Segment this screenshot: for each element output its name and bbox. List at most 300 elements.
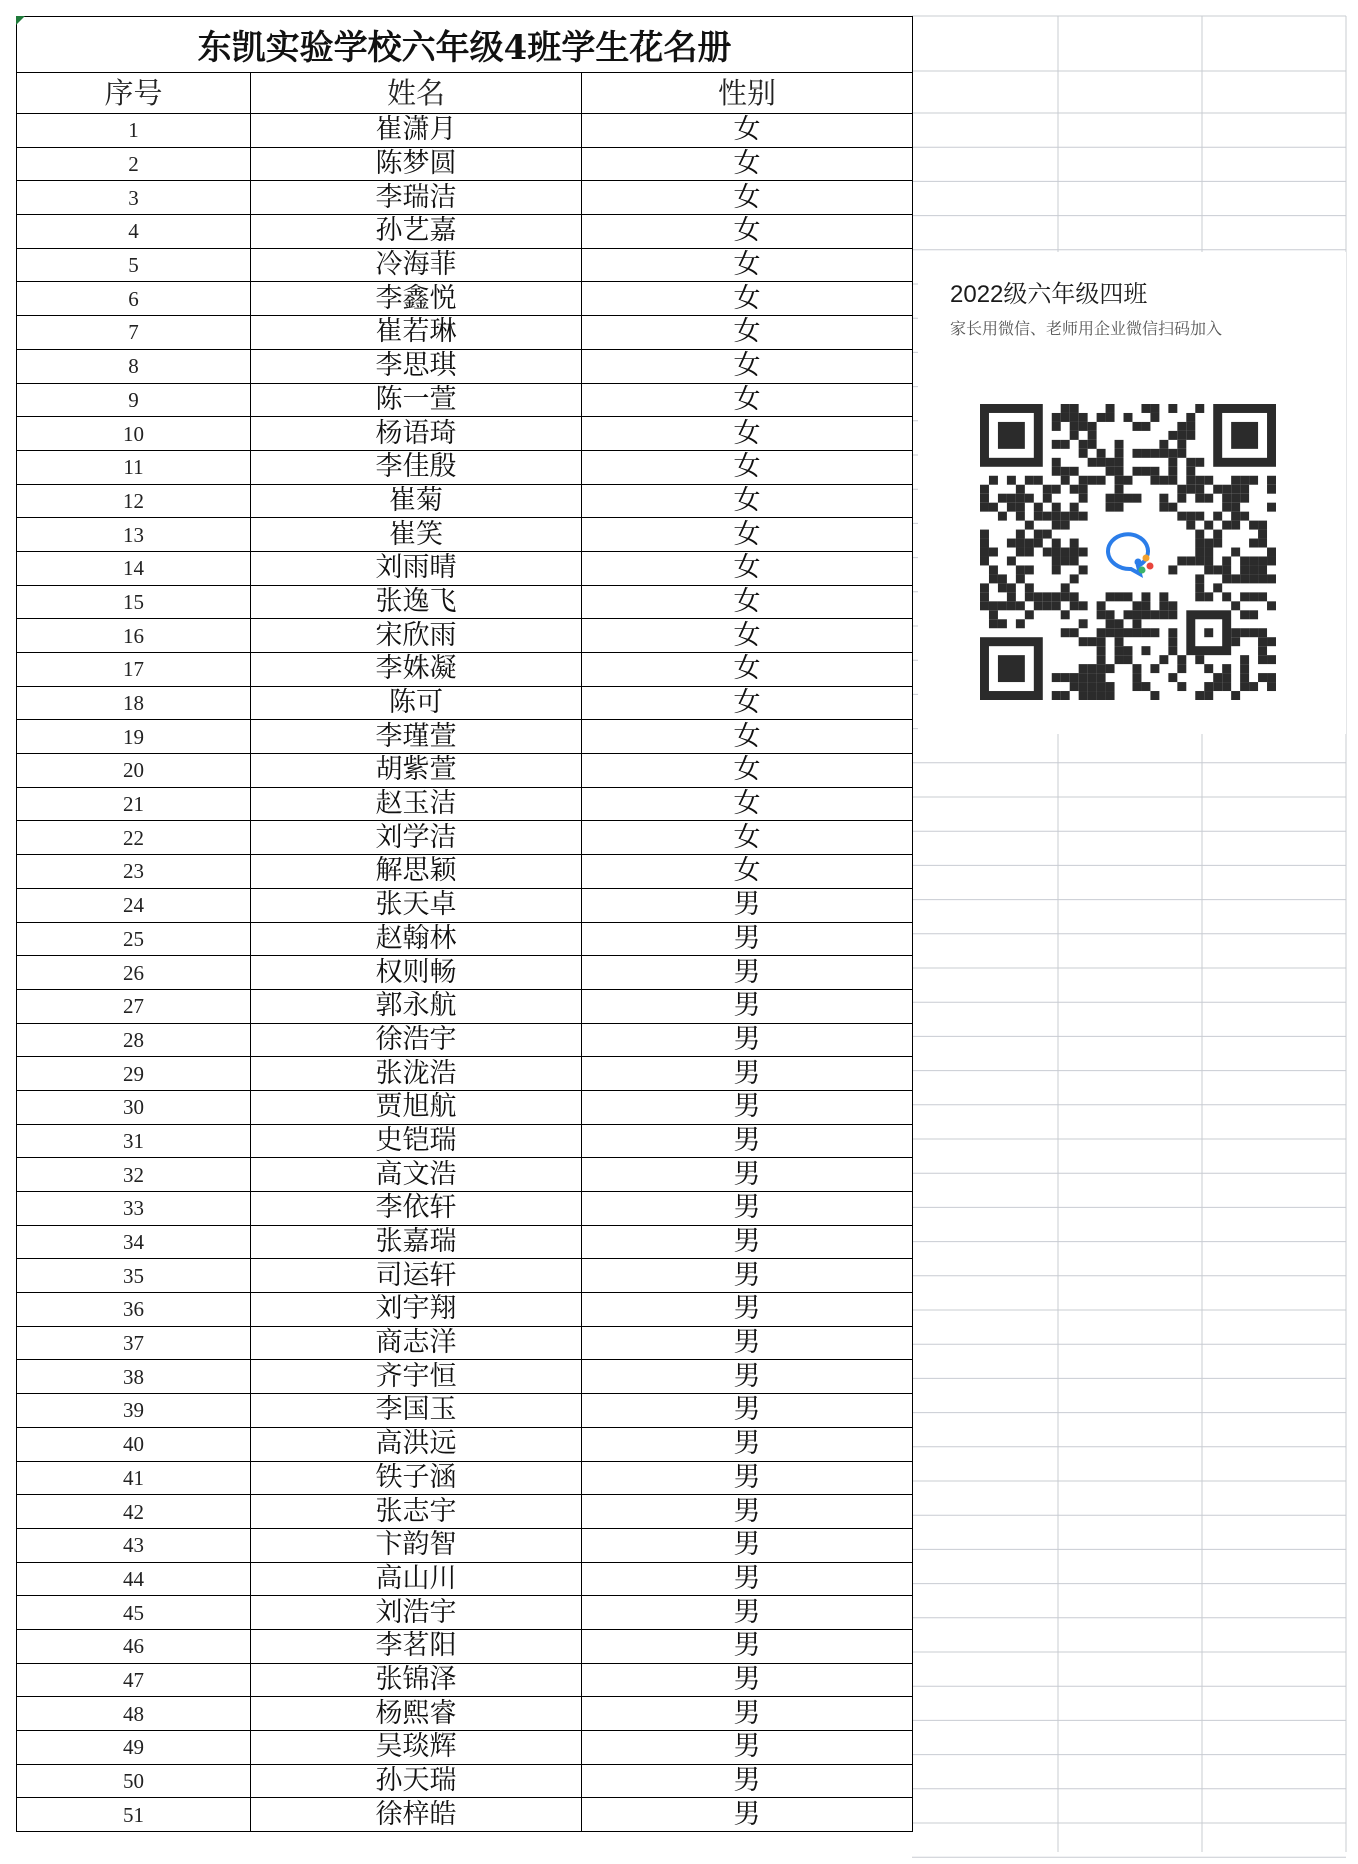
qr-module <box>1240 556 1249 565</box>
student-name[interactable]: 刘雨晴 <box>251 551 582 585</box>
qr-module <box>1204 548 1213 557</box>
table-row <box>17 1562 913 1596</box>
qr-module <box>1124 628 1133 637</box>
qr-module <box>1195 548 1204 557</box>
student-gender[interactable]: 女 <box>582 349 913 383</box>
qr-module <box>1195 655 1204 664</box>
student-name[interactable]: 李依轩 <box>251 1192 582 1226</box>
qr-module <box>1150 664 1159 673</box>
student-name[interactable]: 铁子涵 <box>251 1461 582 1495</box>
student-gender[interactable]: 男 <box>582 1562 913 1596</box>
student-number[interactable]: 10 <box>17 417 251 451</box>
student-number[interactable]: 18 <box>17 686 251 720</box>
table-row <box>17 989 913 1023</box>
qr-module <box>1168 628 1177 637</box>
student-gender[interactable]: 男 <box>582 1293 913 1327</box>
table-row <box>17 1697 913 1731</box>
qr-module <box>1052 592 1061 601</box>
student-name[interactable]: 宋欣雨 <box>251 619 582 653</box>
student-name[interactable]: 高文浩 <box>251 1158 582 1192</box>
header-gender[interactable]: 性别 <box>582 73 913 114</box>
qr-module <box>1016 503 1025 512</box>
qr-module <box>980 485 989 494</box>
qr-module <box>1016 494 1025 503</box>
student-number[interactable]: 48 <box>17 1697 251 1731</box>
student-gender[interactable]: 男 <box>582 956 913 990</box>
table-row <box>17 1629 913 1663</box>
sheet-title[interactable]: 东凯实验学校六年级4班学生花名册 <box>17 17 913 73</box>
qr-module <box>1079 619 1088 628</box>
qr-module <box>1115 485 1124 494</box>
qr-module <box>1222 592 1231 601</box>
student-gender[interactable]: 女 <box>582 147 913 181</box>
qr-module <box>1267 503 1276 512</box>
student-number[interactable]: 33 <box>17 1192 251 1226</box>
student-gender[interactable]: 男 <box>582 1124 913 1158</box>
student-gender[interactable]: 女 <box>582 653 913 687</box>
student-gender[interactable]: 女 <box>582 114 913 148</box>
student-number[interactable]: 25 <box>17 922 251 956</box>
student-gender[interactable]: 男 <box>582 1394 913 1428</box>
student-number[interactable]: 34 <box>17 1225 251 1259</box>
qr-module <box>1088 440 1097 449</box>
student-name[interactable]: 李佳殷 <box>251 450 582 484</box>
qr-module <box>1168 449 1177 458</box>
qr-module <box>1240 512 1249 521</box>
student-name[interactable]: 张志宇 <box>251 1495 582 1529</box>
student-gender[interactable]: 男 <box>582 1259 913 1293</box>
qr-module <box>1195 404 1204 413</box>
table-row <box>17 922 913 956</box>
qr-module <box>1267 601 1276 610</box>
student-number[interactable]: 5 <box>17 248 251 282</box>
student-number[interactable]: 12 <box>17 484 251 518</box>
qr-module <box>1240 485 1249 494</box>
table-row <box>17 1764 913 1798</box>
table-row <box>17 147 913 181</box>
student-name[interactable]: 商志洋 <box>251 1326 582 1360</box>
student-gender[interactable]: 女 <box>582 585 913 619</box>
qr-module <box>1249 539 1258 548</box>
qr-module <box>1097 449 1106 458</box>
qr-module <box>1249 628 1258 637</box>
student-name[interactable]: 张天卓 <box>251 888 582 922</box>
student-gender[interactable]: 男 <box>582 1461 913 1495</box>
qr-module <box>1016 548 1025 557</box>
qr-module <box>1061 467 1070 476</box>
student-name[interactable]: 吴琰辉 <box>251 1731 582 1765</box>
student-number[interactable]: 4 <box>17 215 251 249</box>
qr-module <box>1186 431 1195 440</box>
student-gender[interactable]: 女 <box>582 720 913 754</box>
qr-module <box>1088 458 1097 467</box>
qr-module <box>1258 521 1267 530</box>
student-gender[interactable]: 男 <box>582 1596 913 1630</box>
qr-module <box>1213 583 1222 592</box>
student-gender[interactable]: 女 <box>582 821 913 855</box>
student-number[interactable]: 15 <box>17 585 251 619</box>
student-name[interactable]: 权则畅 <box>251 956 582 990</box>
header-number[interactable]: 序号 <box>17 73 251 114</box>
student-gender[interactable]: 女 <box>582 787 913 821</box>
qr-module <box>1079 691 1088 700</box>
qr-module <box>1132 422 1141 431</box>
student-name[interactable]: 李茗阳 <box>251 1629 582 1663</box>
student-gender[interactable]: 男 <box>582 1090 913 1124</box>
student-gender[interactable]: 男 <box>582 1798 913 1832</box>
student-gender[interactable]: 男 <box>582 1629 913 1663</box>
student-number[interactable]: 17 <box>17 653 251 687</box>
qr-module <box>1115 449 1124 458</box>
qr-module <box>1115 637 1124 646</box>
student-name[interactable]: 崔菊 <box>251 484 582 518</box>
qr-module <box>1097 646 1106 655</box>
student-number[interactable]: 46 <box>17 1629 251 1663</box>
qr-module <box>1231 503 1240 512</box>
student-gender[interactable]: 女 <box>582 686 913 720</box>
student-name[interactable]: 齐宇恒 <box>251 1360 582 1394</box>
qr-module <box>1150 610 1159 619</box>
qr-module <box>1052 691 1061 700</box>
student-gender[interactable]: 女 <box>582 754 913 788</box>
student-name[interactable]: 郭永航 <box>251 989 582 1023</box>
qr-module <box>1070 503 1079 512</box>
student-number[interactable]: 11 <box>17 450 251 484</box>
qr-module <box>1240 574 1249 583</box>
student-number[interactable]: 50 <box>17 1764 251 1798</box>
qr-module <box>1249 610 1258 619</box>
student-name[interactable]: 张锦泽 <box>251 1663 582 1697</box>
student-gender[interactable]: 男 <box>582 1057 913 1091</box>
student-gender[interactable]: 男 <box>582 922 913 956</box>
student-number[interactable]: 7 <box>17 316 251 350</box>
table-row <box>17 1124 913 1158</box>
student-gender[interactable]: 女 <box>582 215 913 249</box>
student-gender[interactable]: 男 <box>582 1528 913 1562</box>
qr-module <box>1249 682 1258 691</box>
student-name[interactable]: 刘浩宇 <box>251 1596 582 1630</box>
student-number[interactable]: 37 <box>17 1326 251 1360</box>
student-name[interactable]: 李瑞洁 <box>251 181 582 215</box>
qr-module <box>1204 556 1213 565</box>
student-number[interactable]: 43 <box>17 1528 251 1562</box>
qr-module <box>1186 476 1195 485</box>
student-number[interactable]: 8 <box>17 349 251 383</box>
qr-module <box>1052 422 1061 431</box>
qr-module <box>1141 682 1150 691</box>
qr-module <box>1106 494 1115 503</box>
student-name[interactable]: 杨语琦 <box>251 417 582 451</box>
qr-module <box>1079 548 1088 557</box>
student-name[interactable]: 孙艺嘉 <box>251 215 582 249</box>
qr-module <box>1267 485 1276 494</box>
student-gender[interactable]: 男 <box>582 1697 913 1731</box>
qr-module <box>1061 628 1070 637</box>
student-name[interactable]: 高洪远 <box>251 1427 582 1461</box>
student-number[interactable]: 20 <box>17 754 251 788</box>
qr-module <box>1079 601 1088 610</box>
qr-module <box>1043 494 1052 503</box>
student-gender[interactable]: 男 <box>582 1360 913 1394</box>
student-name[interactable]: 贾旭航 <box>251 1090 582 1124</box>
qr-module <box>1061 610 1070 619</box>
table-row <box>17 754 913 788</box>
student-number[interactable]: 32 <box>17 1158 251 1192</box>
student-gender[interactable]: 男 <box>582 888 913 922</box>
student-name[interactable]: 张泷浩 <box>251 1057 582 1091</box>
student-gender[interactable]: 女 <box>582 619 913 653</box>
qr-module <box>1124 610 1133 619</box>
student-number[interactable]: 3 <box>17 181 251 215</box>
qr-module <box>1061 440 1070 449</box>
student-name[interactable]: 李鑫悦 <box>251 282 582 316</box>
qr-module <box>1222 682 1231 691</box>
qr-module <box>1115 458 1124 467</box>
student-gender[interactable]: 男 <box>582 1663 913 1697</box>
qr-module <box>1213 682 1222 691</box>
qr-module <box>980 592 989 601</box>
student-number[interactable]: 35 <box>17 1259 251 1293</box>
student-gender[interactable]: 男 <box>582 989 913 1023</box>
qr-module <box>1034 592 1043 601</box>
student-name[interactable]: 解思颖 <box>251 855 582 889</box>
student-number[interactable]: 26 <box>17 956 251 990</box>
qr-module <box>980 556 989 565</box>
qr-module <box>1222 494 1231 503</box>
qr-module <box>1258 628 1267 637</box>
student-name[interactable]: 徐浩宇 <box>251 1023 582 1057</box>
student-number[interactable]: 47 <box>17 1663 251 1697</box>
qr-module <box>1141 601 1150 610</box>
student-gender[interactable]: 女 <box>582 417 913 451</box>
qr-module <box>1231 691 1240 700</box>
qr-module <box>1231 637 1240 646</box>
qr-module <box>1070 485 1079 494</box>
student-name[interactable]: 陈一萱 <box>251 383 582 417</box>
qr-module <box>1106 619 1115 628</box>
student-number[interactable]: 40 <box>17 1427 251 1461</box>
qr-module <box>1141 592 1150 601</box>
qr-module <box>1052 556 1061 565</box>
student-gender[interactable]: 男 <box>582 1225 913 1259</box>
qr-module <box>1222 503 1231 512</box>
qr-module <box>1213 539 1222 548</box>
table-row <box>17 1596 913 1630</box>
student-name[interactable]: 杨熙睿 <box>251 1697 582 1731</box>
student-name[interactable]: 李思琪 <box>251 349 582 383</box>
student-number[interactable]: 9 <box>17 383 251 417</box>
student-name[interactable]: 史铠瑞 <box>251 1124 582 1158</box>
student-gender[interactable]: 男 <box>582 1192 913 1226</box>
student-name[interactable]: 孙天瑞 <box>251 1764 582 1798</box>
student-number[interactable]: 42 <box>17 1495 251 1529</box>
qr-module <box>1222 521 1231 530</box>
qr-module <box>1088 682 1097 691</box>
student-number[interactable]: 51 <box>17 1798 251 1832</box>
roster-table <box>16 16 913 1832</box>
student-name[interactable]: 冷海菲 <box>251 248 582 282</box>
student-gender[interactable]: 女 <box>582 282 913 316</box>
qr-module <box>1150 413 1159 422</box>
qr-module <box>1222 673 1231 682</box>
student-number[interactable]: 19 <box>17 720 251 754</box>
student-name[interactable]: 崔若琳 <box>251 316 582 350</box>
qr-module <box>1115 494 1124 503</box>
student-number[interactable]: 14 <box>17 551 251 585</box>
qr-module <box>1106 458 1115 467</box>
qr-module <box>1195 476 1204 485</box>
qr-module <box>1132 610 1141 619</box>
student-gender[interactable]: 女 <box>582 383 913 417</box>
qr-module <box>1186 467 1195 476</box>
student-number[interactable]: 31 <box>17 1124 251 1158</box>
student-gender[interactable]: 女 <box>582 855 913 889</box>
student-number[interactable]: 23 <box>17 855 251 889</box>
qr-module <box>1124 592 1133 601</box>
student-gender[interactable]: 女 <box>582 450 913 484</box>
qr-module <box>1177 682 1186 691</box>
qr-module <box>1115 592 1124 601</box>
qr-module <box>1115 646 1124 655</box>
qr-module <box>1070 592 1079 601</box>
student-gender[interactable]: 男 <box>582 1427 913 1461</box>
table-row <box>17 349 913 383</box>
qr-module <box>1267 574 1276 583</box>
qr-module <box>989 503 998 512</box>
qr-module <box>1231 512 1240 521</box>
student-number[interactable]: 16 <box>17 619 251 653</box>
table-row <box>17 417 913 451</box>
student-name[interactable]: 赵玉洁 <box>251 787 582 821</box>
student-name[interactable]: 李瑾萱 <box>251 720 582 754</box>
student-name[interactable]: 崔笑 <box>251 518 582 552</box>
student-number[interactable]: 28 <box>17 1023 251 1057</box>
student-number[interactable]: 24 <box>17 888 251 922</box>
qr-module <box>1132 664 1141 673</box>
qr-module <box>1106 467 1115 476</box>
qr-module <box>1052 458 1061 467</box>
student-name[interactable]: 崔潇月 <box>251 114 582 148</box>
student-gender[interactable]: 男 <box>582 1495 913 1529</box>
qr-code-image[interactable] <box>980 404 1276 700</box>
student-gender[interactable]: 女 <box>582 316 913 350</box>
student-number[interactable]: 44 <box>17 1562 251 1596</box>
qr-module <box>1195 556 1204 565</box>
qr-module <box>1150 476 1159 485</box>
qr-module <box>1016 485 1025 494</box>
student-gender[interactable]: 男 <box>582 1731 913 1765</box>
student-name[interactable]: 赵翰林 <box>251 922 582 956</box>
student-name[interactable]: 刘宇翔 <box>251 1293 582 1327</box>
student-gender[interactable]: 女 <box>582 484 913 518</box>
student-number[interactable]: 41 <box>17 1461 251 1495</box>
student-number[interactable]: 29 <box>17 1057 251 1091</box>
student-name[interactable]: 高山川 <box>251 1562 582 1596</box>
table-row <box>17 1495 913 1529</box>
qr-module <box>1052 440 1061 449</box>
student-number[interactable]: 39 <box>17 1394 251 1428</box>
qr-module <box>1267 476 1276 485</box>
student-gender[interactable]: 女 <box>582 518 913 552</box>
student-gender[interactable]: 女 <box>582 248 913 282</box>
student-name[interactable]: 卞韵智 <box>251 1528 582 1562</box>
qr-module <box>1168 431 1177 440</box>
qr-module <box>1141 628 1150 637</box>
student-number[interactable]: 2 <box>17 147 251 181</box>
student-number[interactable]: 1 <box>17 114 251 148</box>
wecom-logo-icon <box>1108 534 1154 574</box>
student-number[interactable]: 6 <box>17 282 251 316</box>
student-name[interactable]: 张嘉瑞 <box>251 1225 582 1259</box>
student-name[interactable]: 徐梓皓 <box>251 1798 582 1832</box>
qr-module <box>1061 583 1070 592</box>
student-number[interactable]: 30 <box>17 1090 251 1124</box>
qr-module <box>1195 485 1204 494</box>
qr-module <box>1052 413 1061 422</box>
qr-module <box>1249 521 1258 530</box>
table-row <box>17 1731 913 1765</box>
table-row <box>17 1528 913 1562</box>
student-gender[interactable]: 女 <box>582 551 913 585</box>
table-row <box>17 282 913 316</box>
student-number[interactable]: 49 <box>17 1731 251 1765</box>
qr-module <box>1150 449 1159 458</box>
student-gender[interactable]: 男 <box>582 1158 913 1192</box>
student-name[interactable]: 刘学洁 <box>251 821 582 855</box>
qr-module <box>1267 637 1276 646</box>
qr-module <box>1213 512 1222 521</box>
student-gender[interactable]: 男 <box>582 1023 913 1057</box>
qr-module <box>1052 565 1061 574</box>
student-number[interactable]: 13 <box>17 518 251 552</box>
student-number[interactable]: 27 <box>17 989 251 1023</box>
student-number[interactable]: 36 <box>17 1293 251 1327</box>
student-name[interactable]: 张逸飞 <box>251 585 582 619</box>
student-number[interactable]: 22 <box>17 821 251 855</box>
qr-module <box>1177 449 1186 458</box>
student-number[interactable]: 38 <box>17 1360 251 1394</box>
qr-module <box>1070 548 1079 557</box>
student-gender[interactable]: 女 <box>582 181 913 215</box>
student-name[interactable]: 胡紫萱 <box>251 754 582 788</box>
qr-module <box>1267 655 1276 664</box>
qr-module <box>1025 565 1034 574</box>
student-name[interactable]: 李国玉 <box>251 1394 582 1428</box>
qr-module <box>1034 512 1043 521</box>
qr-module <box>1052 503 1061 512</box>
student-name[interactable]: 李姝凝 <box>251 653 582 687</box>
qr-module <box>1132 673 1141 682</box>
student-number[interactable]: 21 <box>17 787 251 821</box>
qr-module <box>1240 673 1249 682</box>
qr-module <box>1007 601 1016 610</box>
qr-module <box>1079 512 1088 521</box>
header-name[interactable]: 姓名 <box>251 73 582 114</box>
student-gender[interactable]: 男 <box>582 1764 913 1798</box>
qr-module <box>1159 610 1168 619</box>
qr-module <box>1258 673 1267 682</box>
student-number[interactable]: 45 <box>17 1596 251 1630</box>
qr-module <box>1267 556 1276 565</box>
table-row <box>17 1326 913 1360</box>
student-gender[interactable]: 男 <box>582 1326 913 1360</box>
student-name[interactable]: 陈可 <box>251 686 582 720</box>
qr-module <box>1249 565 1258 574</box>
student-name[interactable]: 司运轩 <box>251 1259 582 1293</box>
student-name[interactable]: 陈梦圆 <box>251 147 582 181</box>
qr-module <box>1124 494 1133 503</box>
table-row <box>17 1090 913 1124</box>
